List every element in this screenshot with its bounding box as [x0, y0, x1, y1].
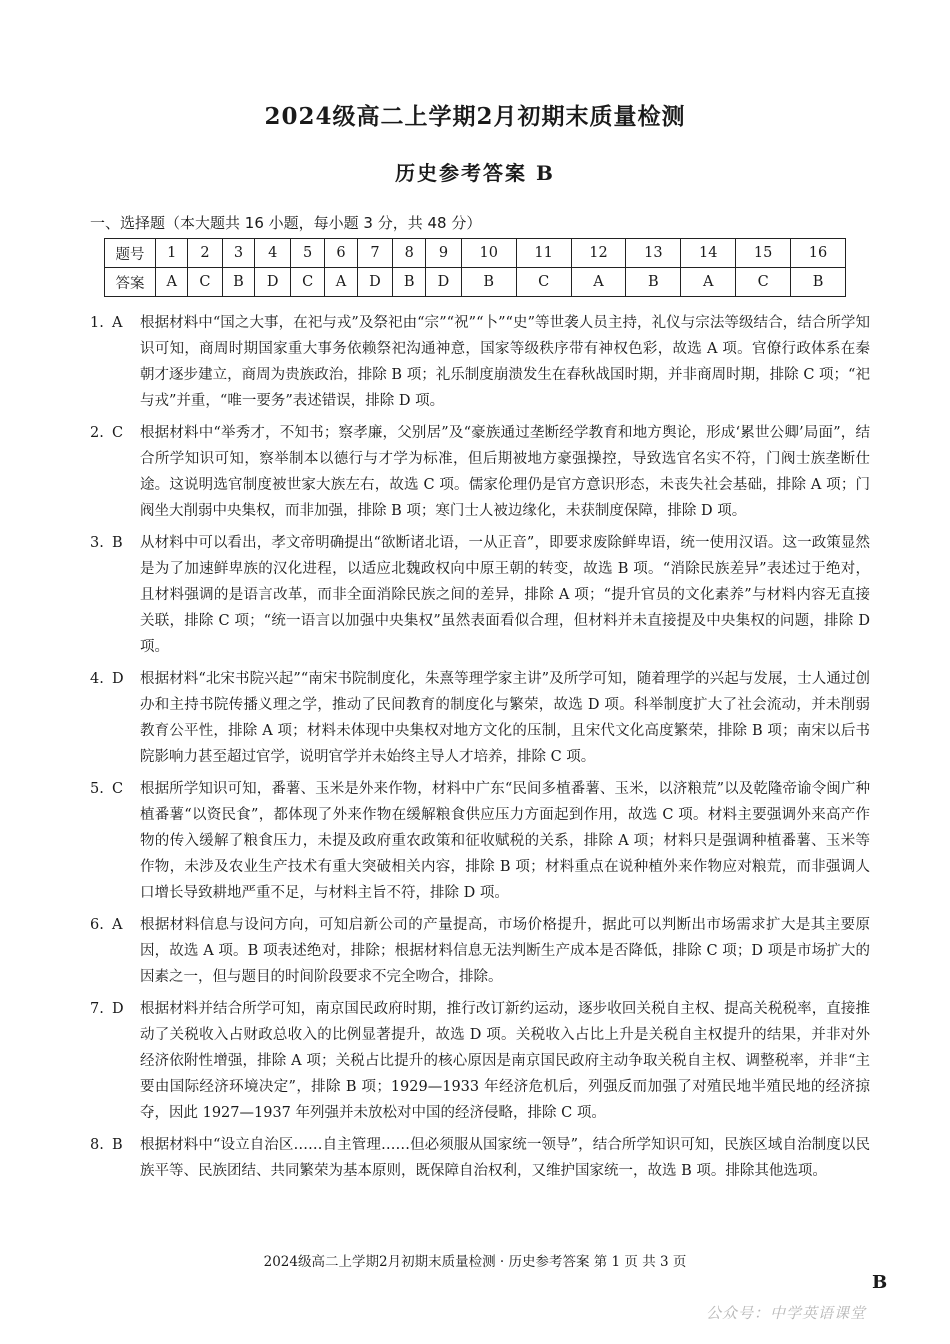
item-text: 从材料中可以看出，孝文帝明确提出“欲断诸北语，一从正音”，即要求废除鲜卑语，统一使用汉语。这一政策显然是为了加速鲜卑族的汉化进程，以适应北魏政权向中原王朝的转变，故选 B 项。“消除民族差异”表述过于绝对，且材料强调的是语言改革，而非全面消除民族之间的差异，排除 A 项；“提升官员的文化素养”与材料内容无直接关联，排除 C 项；“统一语言以加强中央集权”虽然表面看似合理，但材料并未直接提及中央集权的问题，排除 D 项。	[140, 535, 870, 655]
question-number-cell: 8	[393, 239, 426, 268]
explanation-item	[90, 666, 870, 770]
item-number: 1.	[90, 315, 104, 331]
answer-cell: B	[791, 268, 846, 297]
page-title: 2024级高二上学期2月初期末质量检测	[264, 103, 686, 130]
item-text: 根据材料中“设立自治区……自主管理……但必须服从国家统一领导”，结合所学知识可知，民族区域自治制度以民族平等、民族团结、共同繁荣为基本原则，既保障自治权利，又维护国家统一，故选 B 项。排除其他选项。	[140, 1137, 870, 1179]
question-number-cell: 15	[736, 239, 791, 268]
answer-cell: A	[681, 268, 736, 297]
item-answer: C	[112, 781, 124, 797]
answer-cell: B	[626, 268, 681, 297]
row-label-answer: 答案	[105, 268, 156, 297]
question-number-cell: 4	[255, 239, 291, 268]
item-answer: C	[112, 425, 124, 441]
question-number-cell: 12	[571, 239, 626, 268]
answer-table-number-row	[105, 239, 846, 268]
question-number-cell: 13	[626, 239, 681, 268]
question-number-cell: 5	[291, 239, 325, 268]
question-number-cell: 2	[188, 239, 222, 268]
watermark: 公众号：中学英语课堂	[706, 1304, 867, 1322]
item-text: 根据材料信息与设问方向，可知启新公司的产量提高，市场价格提升，据此可以判断出市场需求扩大是其主要原因，故选 A 项。B 项表述绝对，排除；根据材料信息无法判断生产成本是否降低，排除 C 项；D 项是市场扩大的因素之一，但与题目的时间阶段要求不完全吻合，排除。	[140, 917, 870, 985]
item-number: 2.	[90, 425, 104, 441]
page-footer: 2024级高二上学期2月初期末质量检测 · 历史参考答案 第 1 页 共 3 页	[263, 1254, 687, 1270]
question-number-cell: 10	[461, 239, 516, 268]
page-subtitle: 历史参考答案 B	[395, 161, 555, 185]
question-number-cell: 3	[222, 239, 255, 268]
question-number-cell: 6	[325, 239, 357, 268]
explanation-item	[90, 996, 870, 1126]
answer-cell: C	[291, 268, 325, 297]
answer-table-answer-row	[105, 268, 846, 297]
item-number: 6.	[90, 917, 104, 933]
question-number-cell: 14	[681, 239, 736, 268]
item-number: 3.	[90, 535, 104, 551]
item-text: 根据材料中“举秀才，不知书；察孝廉，父别居”及“豪族通过垄断经学教育和地方舆论，形成‘累世公卿’局面”，结合所学知识可知，察举制本以德行与才学为标准，但后期被地方豪强操控，导致选官名实不符，门阀士族垄断仕途。这说明选官制度被世家大族左右，故选 C 项。儒家伦理仍是官方意识形态，未丧失社会基础，排除 A 项；门阀坐大削弱中央集权，而非加强，排除 B 项；寒门士人被边缘化，未获制度保障，排除 D 项。	[140, 425, 870, 519]
version-mark: B	[872, 1272, 888, 1293]
item-text: 根据材料中“国之大事，在祀与戎”及祭祀由“宗”“祝”“卜”“史”等世袭人员主持，礼仪与宗法等级结合，结合所学知识可知，商周时期国家重大事务依赖祭祀沟通神意，国家等级秩序带有神权色彩，故选 A 项。官僚行政体系在秦朝才逐步建立，商周为贵族政治，排除 B 项；礼乐制度崩溃发生在春秋战国时期，并非商周时期，排除 C 项；“祀与戎”并重，“唯一要务”表述错误，排除 D 项。	[140, 315, 870, 409]
explanation-list	[90, 310, 870, 1190]
item-number: 7.	[90, 1001, 104, 1017]
item-answer: B	[112, 535, 123, 551]
answer-cell: C	[736, 268, 791, 297]
item-text: 根据材料并结合所学可知，南京国民政府时期，推行改订新约运动，逐步收回关税自主权、提高关税税率，直接推动了关税收入占财政总收入的比例显著提升，故选 D 项。关税收入占比上升是关税自主权提升的结果，并非对外经济依附性增强，排除 A 项；关税占比提升的核心原因是南京国民政府主动争取关税自主权、调整税率，并非“主要由国际经济环境决定”，排除 B 项；1929—1933 年经济危机后，列强反而加强了对殖民地半殖民地的经济掠夺，因此 1927—1937 年列强并未放松对中国的经济侵略，排除 C 项。	[140, 1001, 870, 1121]
answer-table	[104, 238, 846, 297]
answer-cell: C	[516, 268, 571, 297]
item-text: 根据材料“北宋书院兴起”“南宋书院制度化，朱熹等理学家主讲”及所学可知，随着理学的兴起与发展，士人通过创办和主持书院传播义理之学，推动了民间教育的制度化与繁荣，故选 D 项。科举制度扩大了社会流动，并未削弱教育公平性，排除 A 项；材料未体现中央集权对地方文化的压制，且宋代文化高度繁荣，排除 B 项；南宋以后书院影响力甚至超过官学，说明官学并未始终主导人才培养，排除 C 项。	[140, 671, 870, 765]
row-label-number: 题号	[105, 239, 156, 268]
item-answer: D	[112, 1001, 124, 1017]
question-number-cell: 9	[426, 239, 462, 268]
explanation-item	[90, 420, 870, 524]
item-text: 根据所学知识可知，番薯、玉米是外来作物，材料中广东“民间多植番薯、玉米，以济粮荒”以及乾隆帝谕令闽广种植番薯“以资民食”，都体现了外来作物在缓解粮食供应压力方面起到作用，故选 C 项。材料主要强调外来高产作物的传入缓解了粮食压力，未提及政府重农政策和征收赋税的关系，排除 A 项；材料只是强调种植番薯、玉米等作物，未涉及农业生产技术有重大突破相关内容，排除 B 项；材料重点在说种植外来作物应对粮荒，而非强调人口增长导致耕地严重不足，与材料主旨不符，排除 D 项。	[140, 781, 870, 901]
item-number: 4.	[90, 671, 104, 687]
explanation-item	[90, 530, 870, 660]
item-answer: B	[112, 1137, 123, 1153]
item-answer: D	[112, 671, 124, 687]
item-answer: A	[112, 315, 123, 331]
answer-cell: D	[255, 268, 291, 297]
question-number-cell: 7	[357, 239, 393, 268]
answer-cell: D	[357, 268, 393, 297]
answer-cell: C	[188, 268, 222, 297]
item-number: 5.	[90, 781, 104, 797]
item-number: 8.	[90, 1137, 104, 1153]
explanation-item	[90, 776, 870, 906]
answer-cell: A	[571, 268, 626, 297]
explanation-item	[90, 912, 870, 990]
answer-cell: B	[461, 268, 516, 297]
answer-cell: B	[222, 268, 255, 297]
explanation-item	[90, 1132, 870, 1184]
answer-cell: D	[426, 268, 462, 297]
answer-cell: A	[156, 268, 188, 297]
explanation-item	[90, 310, 870, 414]
question-number-cell: 16	[791, 239, 846, 268]
section-heading-choice: 一、选择题（本大题共 16 小题，每小题 3 分，共 48 分）	[90, 214, 482, 232]
question-number-cell: 11	[516, 239, 571, 268]
answer-cell: A	[325, 268, 357, 297]
answer-cell: B	[393, 268, 426, 297]
question-number-cell: 1	[156, 239, 188, 268]
item-answer: A	[112, 917, 123, 933]
